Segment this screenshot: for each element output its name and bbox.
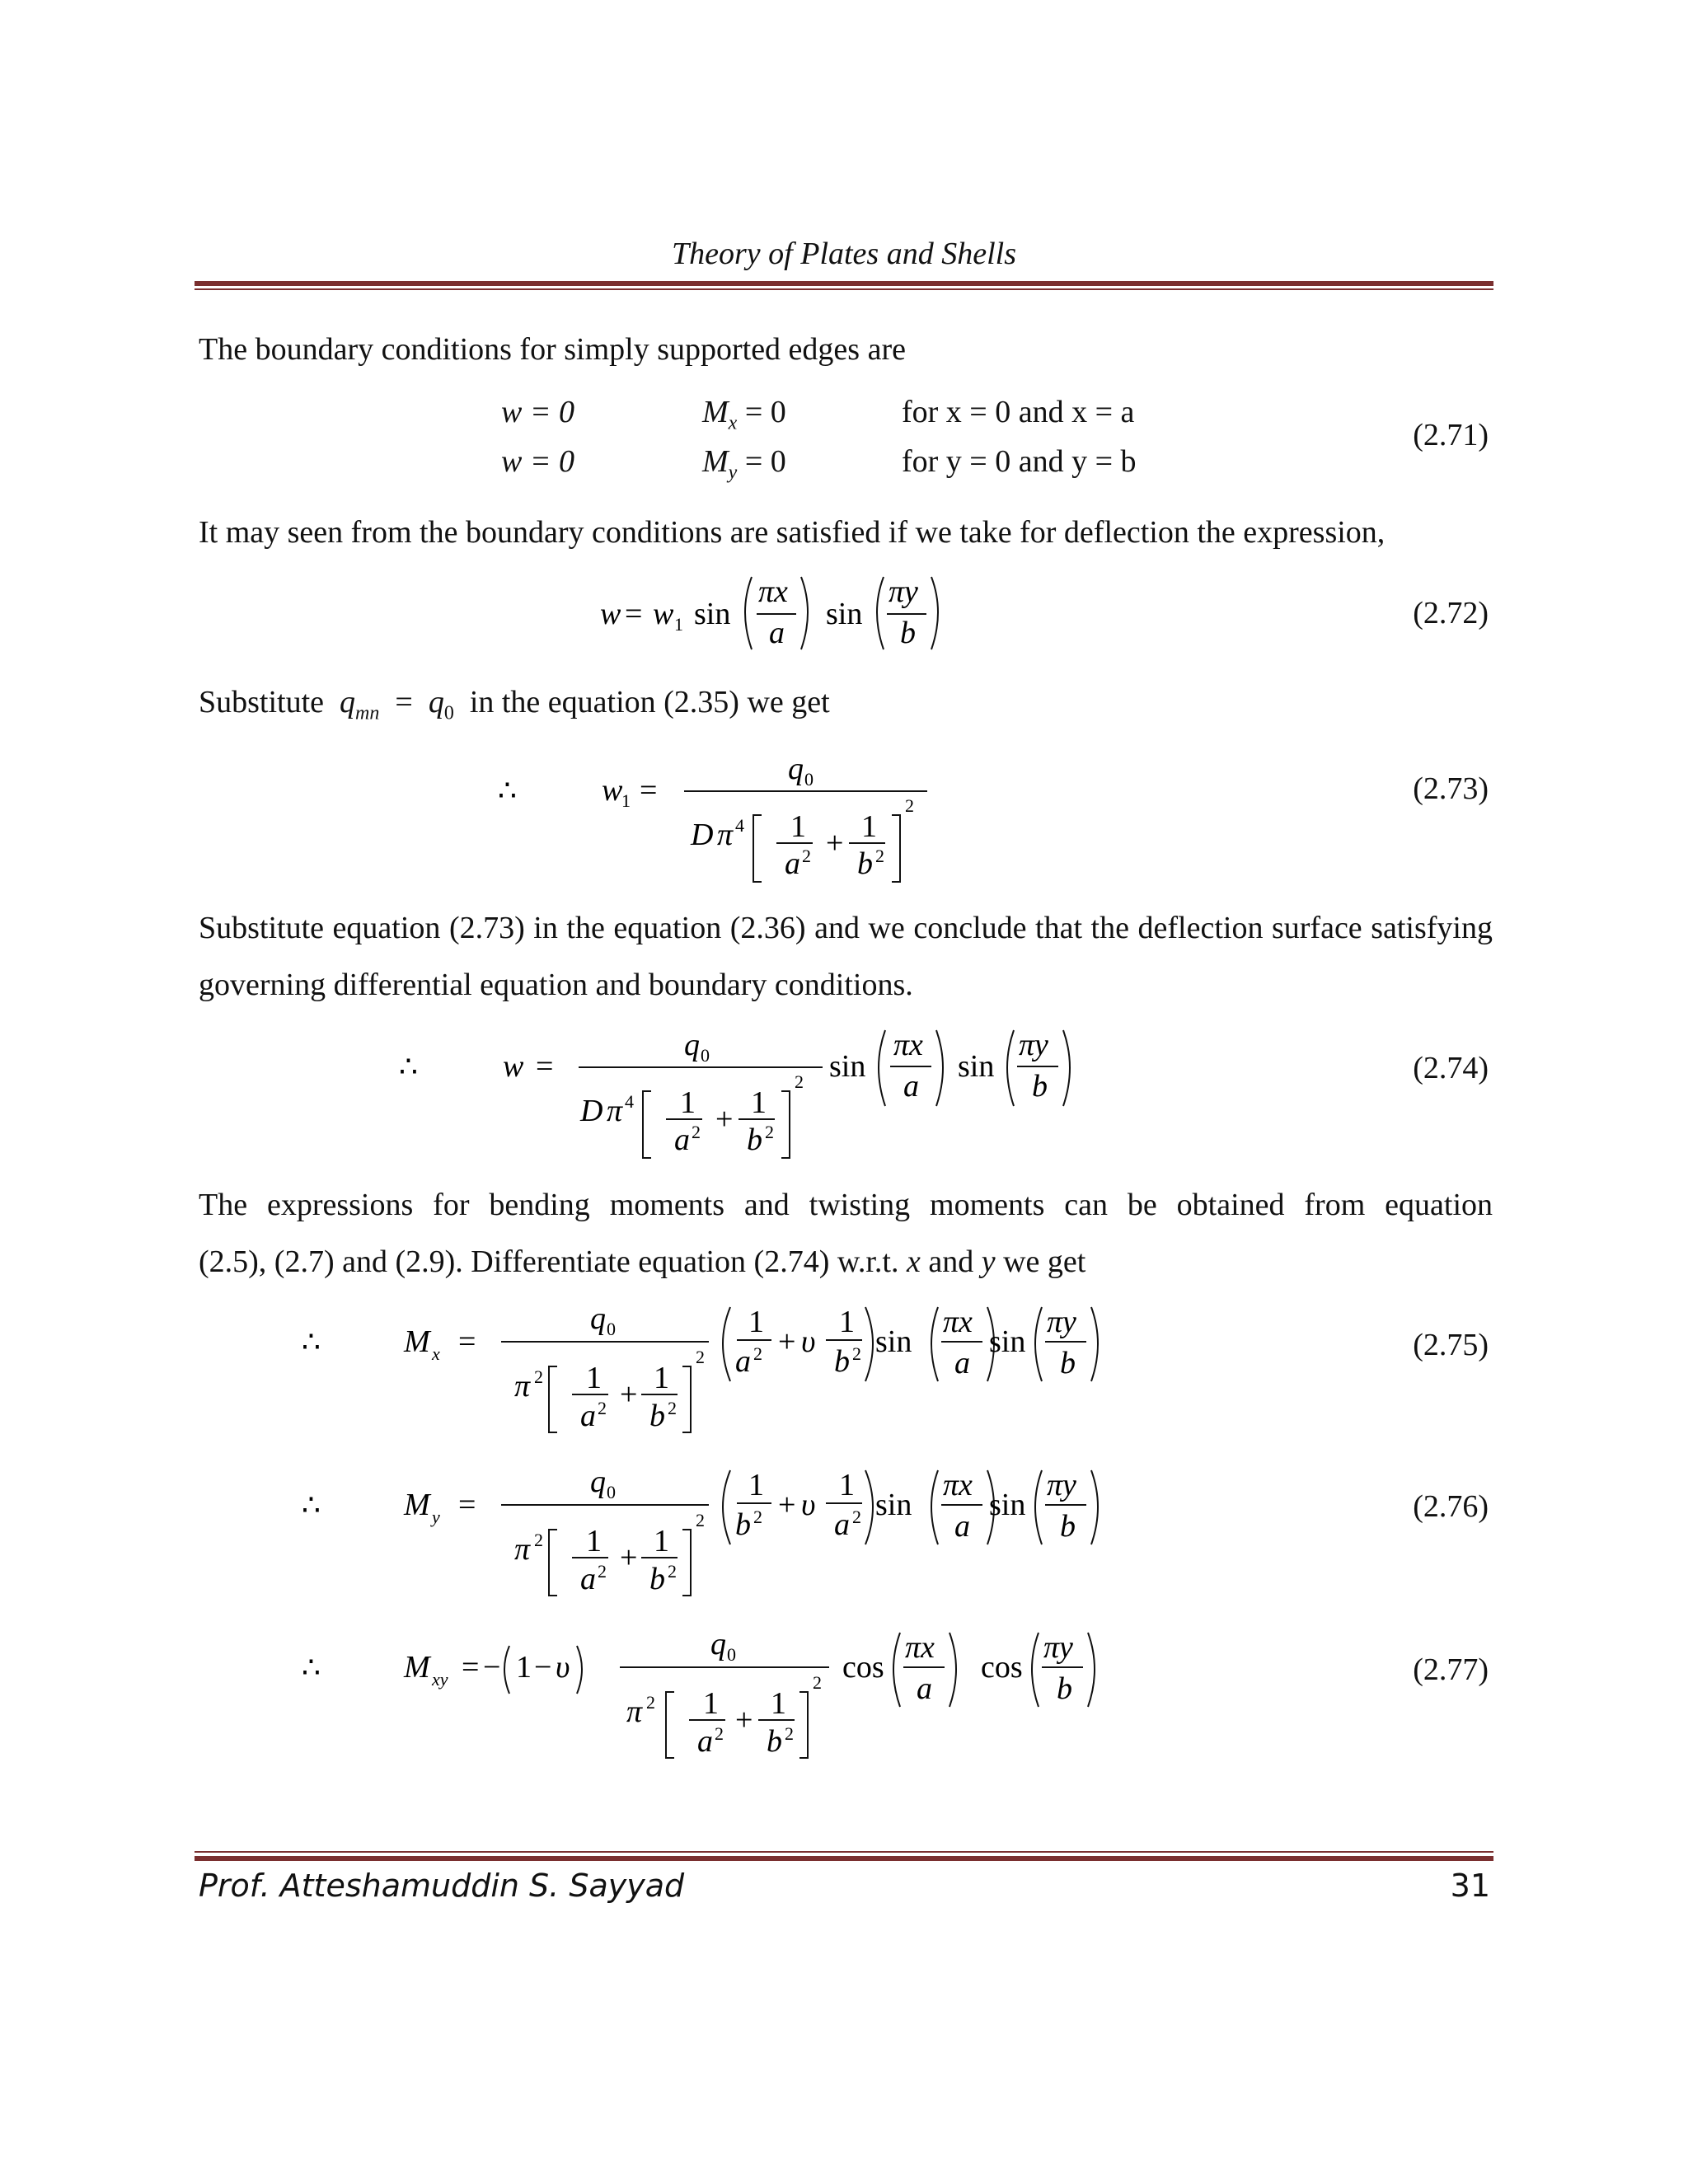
header-rule-thick <box>195 281 1493 286</box>
eq271-row2-w: w = 0 <box>501 444 574 479</box>
svg-text:+: + <box>778 1488 796 1522</box>
svg-text:x: x <box>432 1343 440 1364</box>
paragraph-bending-moments-line1: The expressions for bending moments and twisting moments can be obtained from equation <box>199 1188 1493 1222</box>
svg-text:b: b <box>649 1562 665 1596</box>
svg-text:+: + <box>620 1540 638 1575</box>
svg-text:υ: υ <box>801 1324 816 1359</box>
svg-text:cos: cos <box>842 1650 884 1685</box>
svg-text:b: b <box>1060 1509 1076 1544</box>
svg-text:2: 2 <box>668 1561 677 1582</box>
svg-text:π: π <box>514 1369 531 1404</box>
paragraph-deflection-expression: It may seen from the boundary conditions are satisfied if we take for deflection the expression, <box>199 515 1386 550</box>
svg-text:sin: sin <box>875 1488 912 1522</box>
svg-text:a: a <box>580 1562 596 1596</box>
eq273-therefore: ∴ <box>498 774 517 807</box>
paragraph-substitute-qmn: Substitute $q_{mn} = q_0$ in the equation (2.35) we get <box>199 685 830 724</box>
svg-text:y: y <box>432 1507 440 1527</box>
paragraph-bending-moments-line2: (2.5), (2.7) and (2.9). Differentiate equation (2.74) w.r.t. x and y we get <box>199 1244 1086 1279</box>
svg-text:2: 2 <box>534 1530 543 1550</box>
header-rule-thin <box>195 288 1493 290</box>
svg-text:1: 1 <box>790 809 806 844</box>
svg-text:cos: cos <box>981 1650 1023 1685</box>
equation-2-75 <box>297 1302 1170 1442</box>
svg-text:1: 1 <box>654 1524 669 1558</box>
svg-text:+: + <box>826 826 844 860</box>
svg-text:πx: πx <box>943 1305 973 1339</box>
svg-text:2: 2 <box>813 1672 822 1693</box>
eq271-row1-condition: for x = 0 and x = a <box>902 395 1135 429</box>
eq271-row1-moment: $M_x = 0$ <box>702 395 786 434</box>
equation-2-74 <box>387 1022 1113 1162</box>
svg-text:1: 1 <box>586 1524 602 1558</box>
svg-text:q: q <box>590 1302 606 1336</box>
svg-text:4: 4 <box>735 815 744 836</box>
svg-text:2: 2 <box>753 1343 762 1364</box>
svg-text:M: M <box>404 1488 430 1522</box>
footer-author: Prof. Atteshamuddin S. Sayyad <box>199 1868 685 1904</box>
eq272-w: w <box>600 597 621 631</box>
svg-text:a: a <box>674 1122 690 1157</box>
svg-text:+: + <box>715 1102 734 1137</box>
eq277-number: (2.77) <box>1413 1652 1489 1687</box>
svg-text:a: a <box>834 1507 850 1542</box>
footer-rule-thin <box>195 1851 1493 1853</box>
eq272-sin2: sin <box>826 597 863 631</box>
svg-text:2: 2 <box>696 1347 705 1367</box>
eq272-pix: πx <box>758 574 788 609</box>
svg-text:2: 2 <box>646 1692 655 1713</box>
eq272-equals: = <box>625 597 643 631</box>
svg-text:2: 2 <box>875 846 884 866</box>
eq272-sin1: sin <box>694 597 731 631</box>
svg-text:2: 2 <box>598 1561 607 1582</box>
eq273-w: w <box>602 773 623 808</box>
svg-text:2: 2 <box>765 1122 774 1142</box>
svg-text:πy: πy <box>1047 1468 1076 1502</box>
svg-text:a: a <box>917 1671 932 1706</box>
svg-text:πx: πx <box>943 1468 973 1502</box>
svg-text:M: M <box>404 1324 430 1359</box>
equation-2-72 <box>577 560 973 663</box>
svg-text:υ: υ <box>801 1488 816 1522</box>
svg-text:sin: sin <box>989 1488 1026 1522</box>
svg-text:=: = <box>458 1488 476 1522</box>
svg-text:sin: sin <box>958 1049 995 1084</box>
svg-text:=: = <box>462 1650 480 1685</box>
page-number: 31 <box>1450 1868 1490 1904</box>
svg-text:2: 2 <box>852 1507 861 1527</box>
svg-text:0: 0 <box>727 1644 736 1665</box>
svg-text:b: b <box>834 1344 850 1379</box>
svg-text:b: b <box>1032 1069 1048 1104</box>
svg-text:πy: πy <box>1047 1305 1076 1339</box>
svg-text:4: 4 <box>625 1091 634 1112</box>
svg-text:a: a <box>954 1346 970 1380</box>
svg-text:1: 1 <box>751 1085 767 1120</box>
eq274-number: (2.74) <box>1413 1051 1489 1085</box>
svg-text:a: a <box>785 846 800 881</box>
running-header-title: Theory of Plates and Shells <box>672 237 1016 271</box>
svg-text:1: 1 <box>586 1361 602 1395</box>
equation-2-73 <box>486 746 948 886</box>
svg-text:1: 1 <box>621 790 631 811</box>
svg-text:πy: πy <box>1019 1028 1048 1062</box>
svg-text:=: = <box>536 1049 554 1084</box>
svg-text:a: a <box>954 1509 970 1544</box>
svg-text:π: π <box>717 818 734 852</box>
svg-text:b: b <box>735 1507 751 1542</box>
svg-text:2: 2 <box>692 1122 701 1142</box>
eq271-row1-w: w = 0 <box>501 395 574 429</box>
svg-text:a: a <box>697 1724 713 1759</box>
svg-text:xy: xy <box>432 1669 448 1690</box>
svg-text:2: 2 <box>598 1398 607 1418</box>
paragraph-substitute-2-73: Substitute equation (2.73) in the equation (2.36) and we conclude that the deflection surface satisfying governing differential equation and boundary conditions. <box>199 911 1493 1002</box>
svg-text:=: = <box>640 773 658 808</box>
eq274-w: w <box>503 1049 524 1084</box>
svg-text:1: 1 <box>861 809 877 844</box>
svg-text:1: 1 <box>654 1361 669 1395</box>
paragraph-boundary-conditions: The boundary conditions for simply supported edges are <box>199 332 906 367</box>
eq277-therefore: ∴ <box>302 1651 321 1684</box>
svg-text:q: q <box>590 1465 606 1499</box>
svg-text:b: b <box>857 846 873 881</box>
svg-text:2: 2 <box>753 1507 762 1527</box>
svg-text:2: 2 <box>852 1343 861 1364</box>
svg-text:b: b <box>767 1724 782 1759</box>
svg-text:M: M <box>404 1650 430 1685</box>
svg-text:2: 2 <box>905 795 914 816</box>
svg-text:π: π <box>514 1532 531 1567</box>
svg-text:0: 0 <box>701 1045 710 1066</box>
svg-text:+: + <box>778 1324 796 1359</box>
eq271-number: (2.71) <box>1413 418 1489 452</box>
svg-text:1: 1 <box>680 1085 696 1120</box>
svg-text:0: 0 <box>804 769 814 790</box>
eq271-row2-moment: $M_y = 0$ <box>702 444 786 484</box>
svg-text:πx: πx <box>905 1630 935 1665</box>
svg-text:0: 0 <box>607 1319 616 1339</box>
svg-text:2: 2 <box>795 1071 804 1092</box>
svg-text:2: 2 <box>802 846 811 866</box>
svg-text:b: b <box>649 1399 665 1433</box>
svg-text:υ: υ <box>556 1650 570 1685</box>
svg-text:2: 2 <box>785 1723 794 1744</box>
svg-text:a: a <box>580 1399 596 1433</box>
eq272-number: (2.72) <box>1413 596 1489 630</box>
equation-2-77 <box>297 1628 1170 1768</box>
svg-text:−: − <box>534 1650 552 1685</box>
eq273-number: (2.73) <box>1413 771 1489 806</box>
eq271-row2-condition: for y = 0 and y = b <box>902 444 1137 479</box>
svg-text:1: 1 <box>516 1650 532 1685</box>
svg-text:sin: sin <box>875 1324 912 1359</box>
eq273-D: D <box>691 818 714 852</box>
svg-text:a: a <box>903 1069 919 1104</box>
eq272-piy: πy <box>889 574 918 609</box>
svg-text:1: 1 <box>839 1305 855 1339</box>
svg-text:sin: sin <box>829 1049 866 1084</box>
svg-text:+: + <box>620 1377 638 1412</box>
svg-text:0: 0 <box>607 1482 616 1502</box>
svg-text:πx: πx <box>893 1028 923 1062</box>
svg-text:πy: πy <box>1043 1630 1073 1665</box>
svg-text:=: = <box>458 1324 476 1359</box>
equation-2-76 <box>297 1465 1170 1605</box>
footer-rule-thick <box>195 1856 1493 1861</box>
svg-text:+: + <box>735 1703 753 1737</box>
eq272-w1: w <box>653 597 674 631</box>
symbol-q: q <box>340 685 356 719</box>
svg-text:q: q <box>684 1028 700 1062</box>
eq273-q0: q <box>788 752 804 786</box>
svg-text:sin: sin <box>989 1324 1026 1359</box>
svg-text:a: a <box>735 1344 751 1379</box>
svg-text:π: π <box>626 1694 643 1729</box>
svg-text:π: π <box>607 1094 623 1128</box>
svg-text:2: 2 <box>696 1510 705 1530</box>
eq272-a: a <box>769 616 785 650</box>
eq276-number: (2.76) <box>1413 1489 1489 1524</box>
svg-text:b: b <box>1057 1671 1072 1706</box>
svg-text:b: b <box>747 1122 762 1157</box>
eq276-therefore: ∴ <box>302 1488 321 1521</box>
svg-text:1: 1 <box>703 1686 719 1721</box>
svg-text:1: 1 <box>748 1468 764 1502</box>
svg-text:1: 1 <box>839 1468 855 1502</box>
eq272-w1-sub: 1 <box>674 614 683 635</box>
svg-text:q: q <box>710 1628 726 1661</box>
svg-text:1: 1 <box>771 1686 786 1721</box>
eq272-b: b <box>900 616 916 650</box>
svg-text:2: 2 <box>715 1723 724 1744</box>
svg-text:−: − <box>483 1650 501 1685</box>
svg-text:2: 2 <box>668 1398 677 1418</box>
svg-text:2: 2 <box>534 1366 543 1387</box>
svg-text:D: D <box>580 1094 603 1128</box>
eq275-therefore: ∴ <box>302 1325 321 1358</box>
svg-text:1: 1 <box>748 1305 764 1339</box>
svg-text:b: b <box>1060 1346 1076 1380</box>
eq275-number: (2.75) <box>1413 1328 1489 1362</box>
eq274-therefore: ∴ <box>399 1050 418 1083</box>
